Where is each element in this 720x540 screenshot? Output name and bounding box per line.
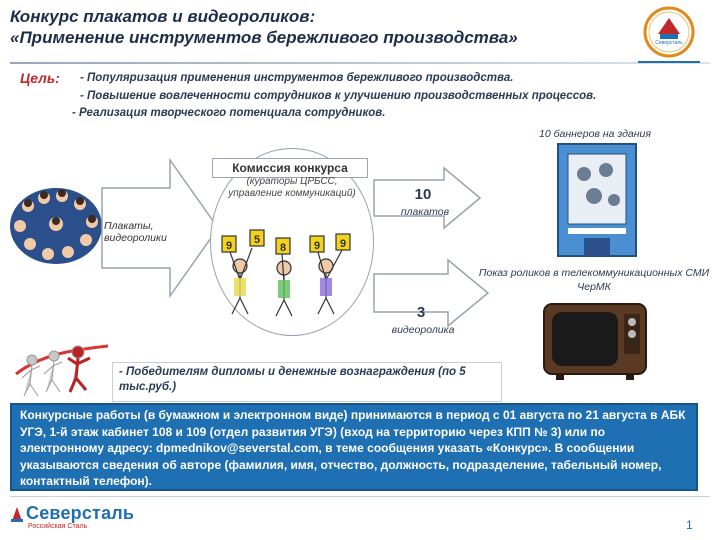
footer-subbrand: Российская Сталь: [28, 523, 88, 530]
severstal-footer-logo: [10, 503, 140, 535]
score-card-4: 9: [313, 240, 321, 252]
severstal-mark-icon: [10, 505, 24, 523]
submission-notice: Конкурсные работы (в бумажном и электронном виде) принимаются в период с 01 августа по 21 августа в АБК УГЭ, 1-й этаж кабинет 108 и 109 (отдел развития УГЭ) (вход на территорию через КПП № 3) или по электронному адресу: dpmednikov@severstal.com, в теме сообщения указать «Конкурс». В сообщении указываются сведения об авторе (фамилия, имя, отчество, должность, подразделение, табельный номер, контактный телефон).: [10, 403, 698, 491]
severstal-emblem: [628, 4, 710, 66]
award-text: - Победителям дипломы и денежные вознаграждения (по 5 тыс.руб.): [112, 362, 502, 402]
commission-subtitle: (кураторы ЦРБСС, управление коммуникаций): [228, 176, 356, 199]
tv-image: [540, 300, 650, 382]
videos-count-label: видеоролика: [391, 324, 455, 336]
score-card-1: 9: [225, 240, 233, 252]
title-line-1: Конкурс плакатов и видеороликов:: [10, 7, 316, 26]
crowd-photo: [8, 180, 104, 266]
goal-item-3: - Реализация творческого потенциала сотрудников.: [72, 107, 386, 119]
title-divider: [10, 62, 710, 64]
footer-divider: [10, 496, 710, 497]
slide-title: [10, 6, 600, 48]
score-card-2: 5: [253, 234, 261, 246]
goal-item-1: - Популяризация применения инструментов бережливого производства.: [80, 72, 514, 84]
videos-count: 3: [416, 304, 426, 321]
building-banner-image: [554, 140, 640, 260]
commission-title: Комиссия конкурса: [212, 158, 368, 178]
score-card-3: 8: [279, 242, 287, 254]
judges-illustration: [218, 228, 368, 318]
posters-input-label: Плакаты, видеоролики: [104, 220, 167, 244]
goal-item-2: - Повышение вовлеченности сотрудников к улучшению производственных процессов.: [80, 90, 597, 102]
broadcast-caption: Показ роликов в телекоммуникационных СМИ ЧерМК: [478, 267, 710, 293]
posters-count: 10: [414, 186, 432, 203]
posters-count-label: плакатов: [400, 206, 450, 218]
emblem-caption: Северсталь: [655, 40, 683, 46]
title-line-2: «Применение инструментов бережливого производства»: [10, 28, 518, 47]
footer-brand-name: Северсталь: [26, 503, 135, 523]
banners-caption: 10 баннеров на здания: [539, 128, 651, 140]
goal-label: Цель:: [20, 70, 60, 86]
page-number: 1: [686, 518, 693, 532]
score-card-5: 9: [339, 238, 347, 250]
winner-runner-image: [12, 334, 112, 400]
